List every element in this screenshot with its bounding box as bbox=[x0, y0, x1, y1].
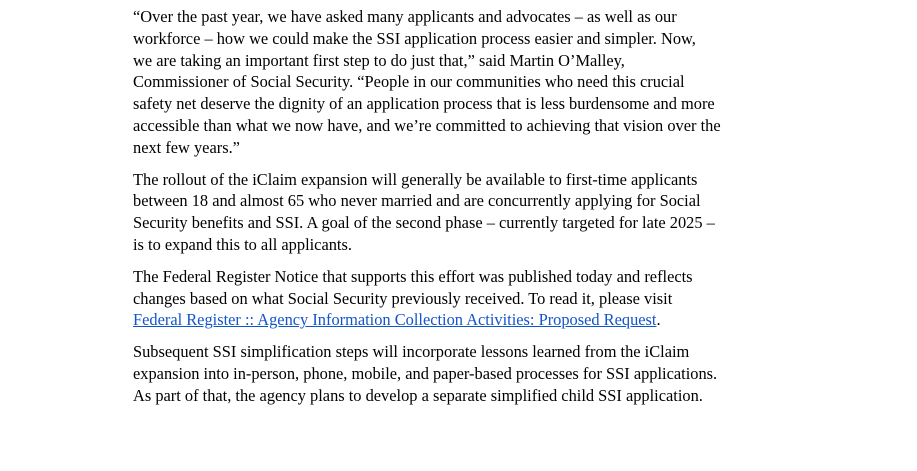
paragraph-iclaim-rollout bbox=[133, 169, 793, 256]
text-line: accessible than what we now have, and we’re committed to achieving that vision over the bbox=[133, 115, 721, 135]
text-line-with-link bbox=[133, 309, 793, 331]
text-line: Security benefits and SSI. A goal of the second phase – currently targeted for late 2025 – bbox=[133, 213, 715, 233]
text-line: changes based on what Social Security previously received. To read it, please visit bbox=[133, 288, 673, 308]
text-line: The rollout of the iClaim expansion will generally be available to first-time applicants bbox=[133, 169, 698, 189]
document-body bbox=[133, 6, 793, 417]
text-line: Subsequent SSI simplification steps will incorporate lessons learned from the iClaim bbox=[133, 342, 690, 362]
text-line: between 18 and almost 65 who never married and are concurrently applying for Social bbox=[133, 191, 701, 211]
text-line: expansion into in-person, phone, mobile, and paper-based processes for SSI applications. bbox=[133, 363, 718, 383]
text-line: workforce – how we could make the SSI application process easier and simpler. Now, bbox=[133, 28, 696, 48]
text-line: The Federal Register Notice that supports this effort was published today and reflects bbox=[133, 266, 693, 286]
text-line: “Over the past year, we have asked many applicants and advocates – as well as our bbox=[133, 7, 677, 26]
paragraph-ssi-simplification bbox=[133, 341, 793, 406]
text-line: is to expand this to all applicants. bbox=[133, 234, 352, 254]
text-line: we are taking an important first step to do just that,” said Martin O’Malley, bbox=[133, 50, 625, 70]
text-line: As part of that, the agency plans to develop a separate simplified child SSI application. bbox=[133, 385, 703, 405]
paragraph-federal-register bbox=[133, 266, 793, 331]
text-line: Commissioner of Social Security. “People in our communities who need this crucial bbox=[133, 72, 685, 92]
link-suffix: . bbox=[656, 310, 661, 330]
text-line: safety net deserve the dignity of an application process that is less burdensome and more bbox=[133, 94, 715, 114]
text-line: next few years.” bbox=[133, 137, 240, 157]
paragraph-omalley-quote bbox=[133, 6, 793, 159]
federal-register-link[interactable]: Federal Register :: Agency Information Collection Activities: Proposed Request bbox=[133, 310, 657, 330]
